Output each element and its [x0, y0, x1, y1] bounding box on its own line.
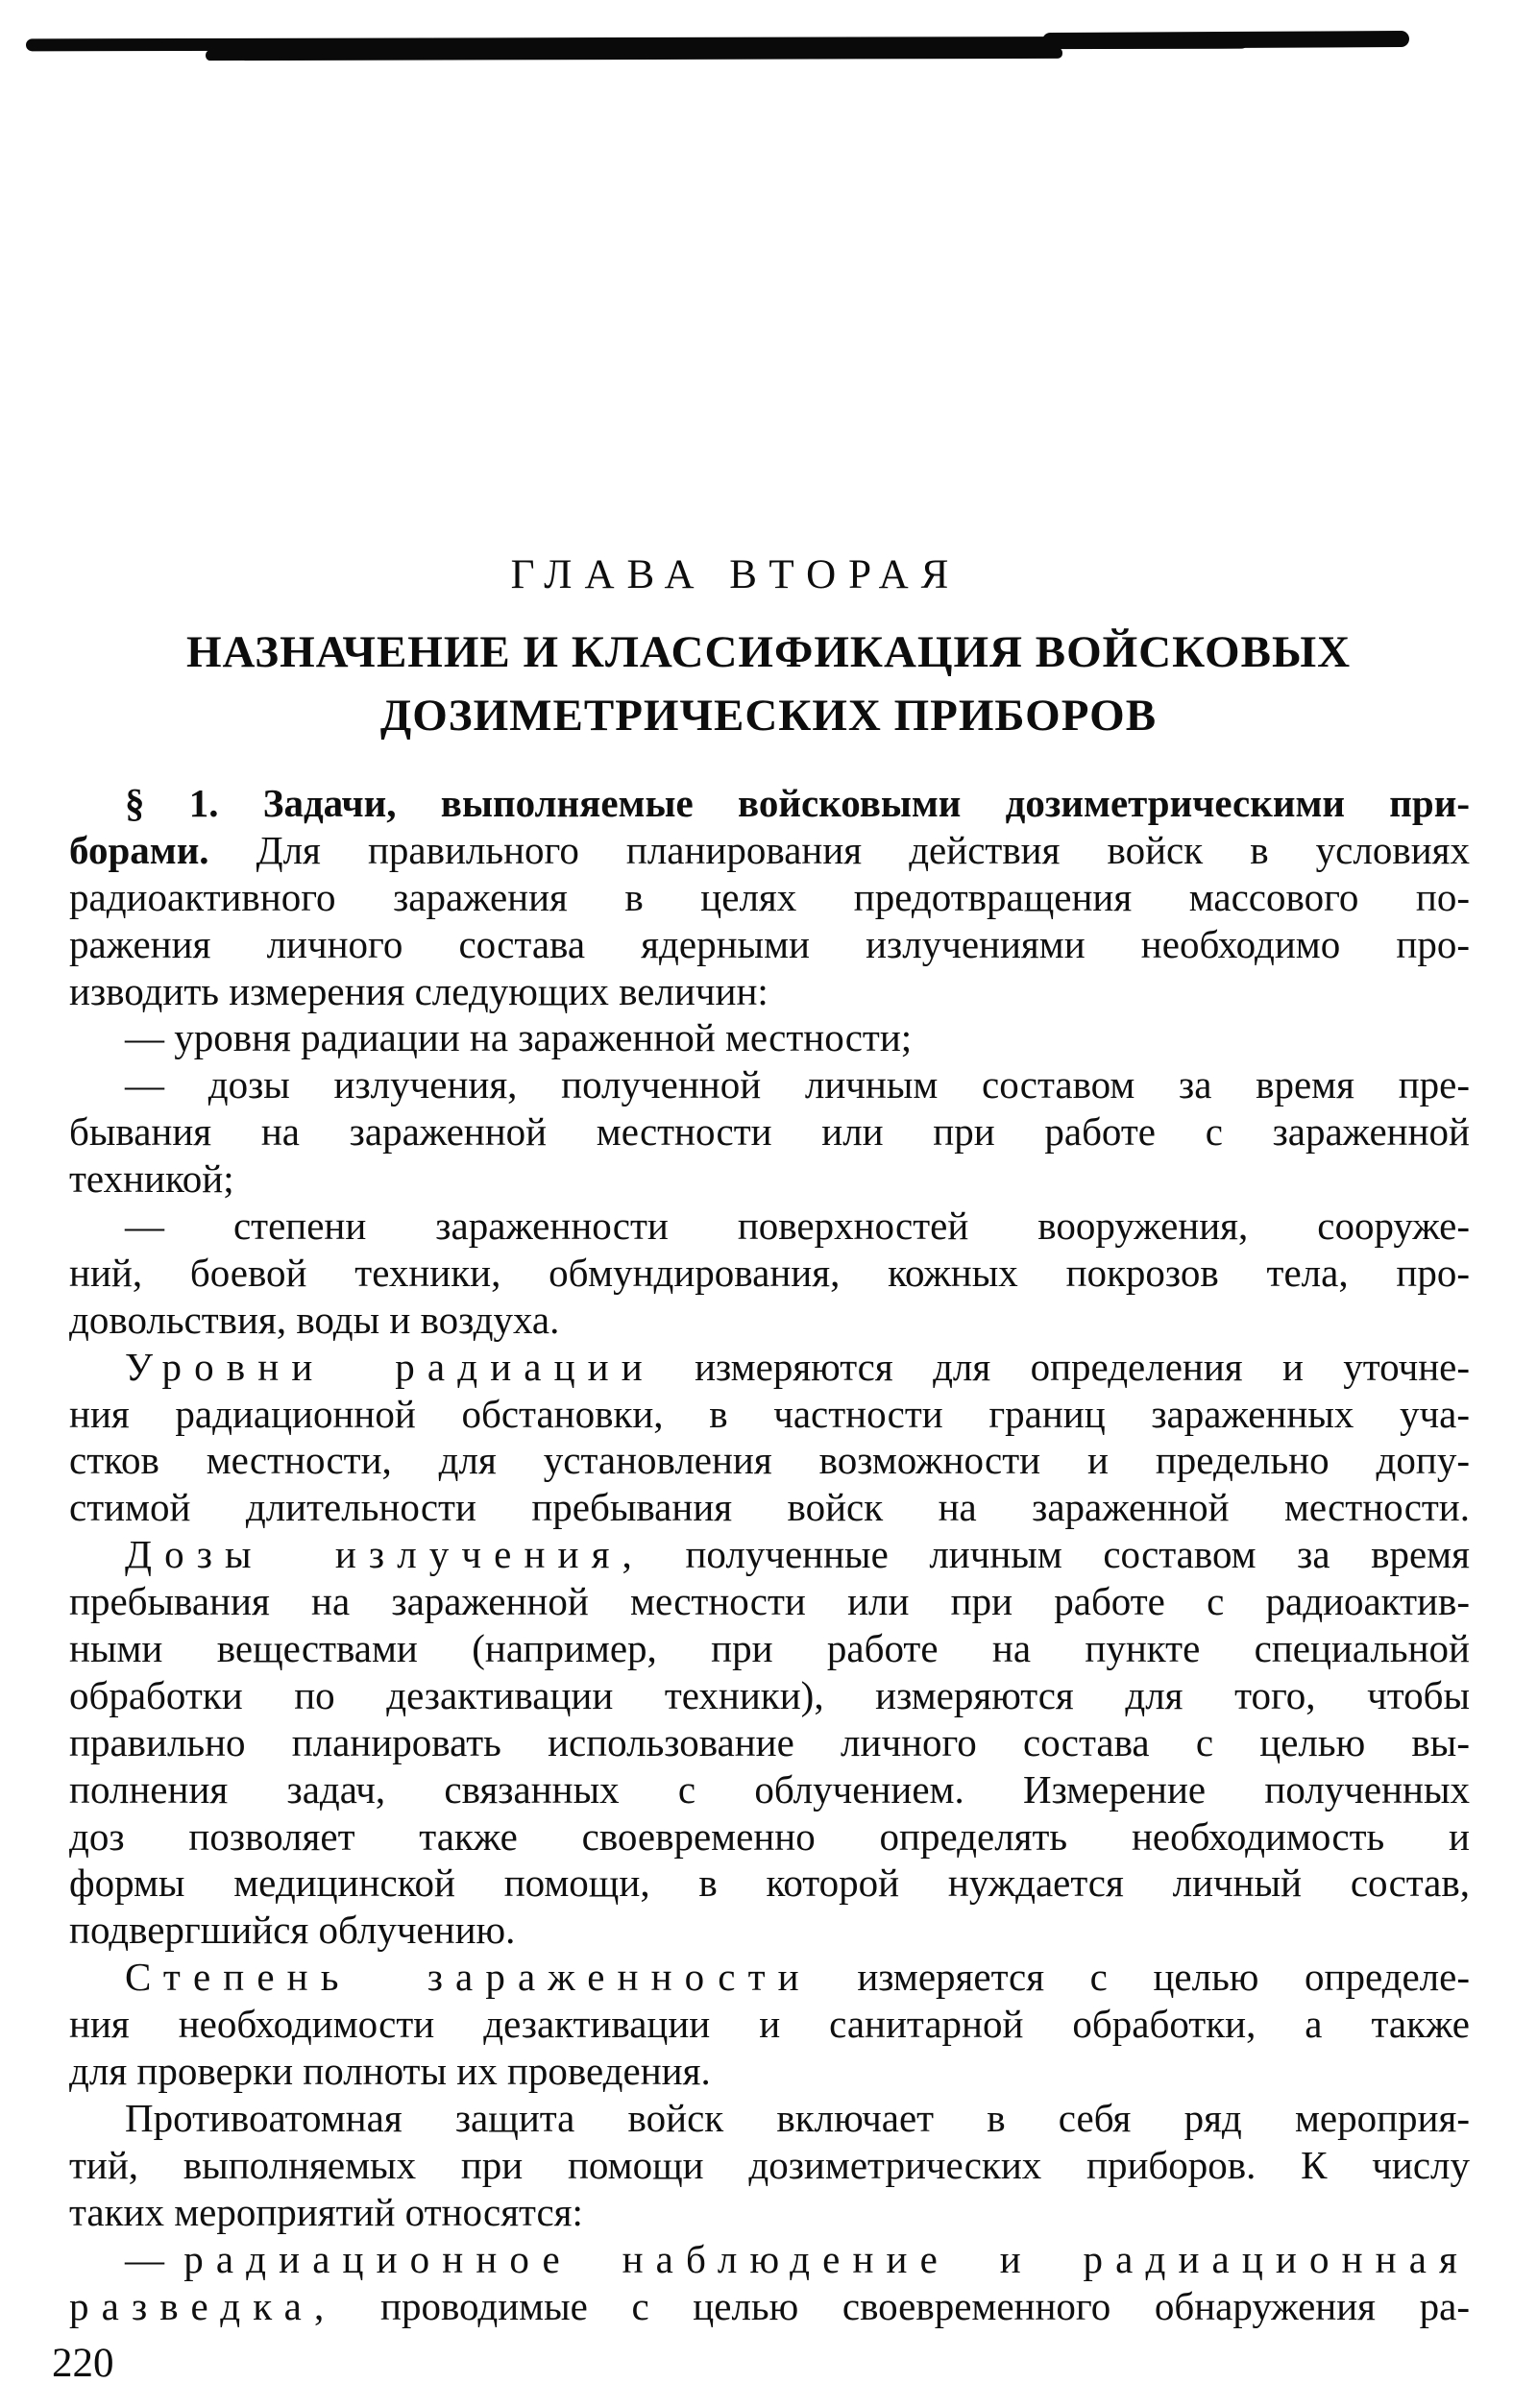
text-line [69, 1484, 1470, 1531]
text-line [69, 1250, 1470, 1297]
text-segment-normal: проводимые с целью своевременного обнаружения ра- [336, 2283, 1470, 2328]
chapter-title-line1: НАЗНАЧЕНИЕ И КЛАССИФИКАЦИЯ ВОЙСКОВЫХ [185, 627, 1352, 677]
text-segment-normal: стков местности, для установления возможности и предельно допу- [69, 1438, 1470, 1483]
text-segment-normal: Для правильного планирования действия войск в условиях [208, 827, 1470, 872]
text-segment-normal: — дозы излучения, полученной личным составом за время пре- [125, 1062, 1470, 1107]
text-line [69, 1625, 1470, 1672]
text-segment-normal: — [125, 2236, 184, 2281]
text-line [69, 2236, 1470, 2283]
text-segment-normal: измеряются для определения и уточне- [654, 1344, 1470, 1389]
text-line [69, 1578, 1470, 1625]
text-segment-normal: ния необходимости дезактивации и санитарной обработки, а также [69, 2002, 1470, 2047]
text-line [69, 827, 1470, 874]
text-segment-normal: ния радиационной обстановки, в частности границ зараженных уча- [69, 1391, 1470, 1436]
text-line [69, 874, 1470, 921]
text-line [69, 1437, 1470, 1484]
text-segment-normal: для проверки полноты их проведения. [69, 2049, 711, 2094]
text-line [69, 1954, 1470, 2001]
page-number: 220 [52, 2341, 114, 2386]
text-segment-normal: тий, выполняемых при помощи дозиметрических приборов. К числу [69, 2142, 1470, 2187]
text-segment-spaced: радиационное наблюдение и радиационная [183, 2236, 1470, 2281]
text-line [69, 2189, 1470, 2236]
text-line [69, 1391, 1470, 1438]
text-line [69, 1014, 1470, 1061]
chapter-label: ГЛАВА ВТОРАЯ [510, 552, 962, 597]
text-segment-normal: формы медицинской помощи, в которой нуждается личный состав, [69, 1861, 1470, 1906]
text-segment-normal: полнения задач, связанных с облучением. Измерение полученных [69, 1766, 1470, 1812]
text-line [69, 968, 1470, 1015]
text-line [69, 1860, 1470, 1907]
text-line [69, 2001, 1470, 2048]
text-line [69, 780, 1470, 827]
text-line [69, 2048, 1470, 2095]
text-segment-normal: довольствия, воды и воздуха. [69, 1297, 560, 1342]
text-segment-normal: подвергшийся облучению. [69, 1908, 516, 1953]
scan-artifact-top-rule-right [1042, 31, 1409, 49]
text-line [69, 1766, 1470, 1813]
text-line [69, 1719, 1470, 1766]
text-segment-normal: стимой длительности пребывания войск на зараженной местности. [69, 1485, 1470, 1530]
text-segment-normal: обработки по дезактивации техники), измеряются для того, чтобы [69, 1672, 1470, 1717]
text-segment-spaced: разведка, [69, 2283, 337, 2328]
text-line [69, 1061, 1470, 1108]
text-line [69, 2283, 1470, 2330]
text-line [69, 1672, 1470, 1719]
text-segment-normal: техникой; [69, 1156, 234, 1202]
text-segment-normal: бывания на зараженной местности или при работе с зараженной [69, 1109, 1470, 1155]
text-line [69, 1297, 1470, 1344]
text-segment-normal: доз позволяет также своевременно определять необходимость и [69, 1813, 1470, 1859]
text-line [69, 2095, 1470, 2142]
text-segment-spaced: Степень зараженности [125, 1955, 812, 2000]
text-line [69, 1344, 1470, 1391]
text-segment-normal: ражения личного состава ядерными излучениями необходимо про- [69, 921, 1470, 966]
text-line [69, 1531, 1470, 1578]
text-segment-normal: изводить измерения следующих величин: [69, 968, 768, 1013]
text-segment-normal: — уровня радиации на зараженной местности; [125, 1015, 913, 1060]
text-segment-normal: Противоатомная защита войск включает в себя ряд мероприя- [125, 2095, 1470, 2140]
text-segment-normal: полученные личным составом за время [644, 1532, 1470, 1577]
text-segment-normal: таких мероприятий относятся: [69, 2189, 583, 2234]
text-line [69, 2142, 1470, 2189]
text-line [69, 1907, 1470, 1954]
text-segment-normal: радиоактивного заражения в целях предотвращения массового по- [69, 874, 1470, 919]
chapter-title-line2: ДОЗИМЕТРИЧЕСКИХ ПРИБОРОВ [379, 691, 1158, 741]
text-segment-normal: правильно планировать использование личного состава с целью вы- [69, 1719, 1470, 1764]
text-segment-normal: ний, боевой техники, обмундирования, кожных покрозов тела, про- [69, 1250, 1470, 1295]
text-segment-normal: — степени зараженности поверхностей вооружения, сооруже- [125, 1204, 1470, 1249]
text-segment-normal: измеряется с целью определе- [811, 1955, 1470, 2000]
text-line [69, 1813, 1470, 1861]
text-segment-spaced: Дозы излучения, [125, 1532, 645, 1577]
body-text [69, 780, 1470, 2329]
scan-artifact-under-rule [206, 48, 1062, 61]
text-segment-normal: ными веществами (например, при работе на пункте специальной [69, 1626, 1470, 1671]
text-line [69, 1108, 1470, 1155]
text-segment-normal: пребывания на зараженной местности или при работе с радиоактив- [69, 1579, 1470, 1624]
text-segment-bold: § 1. Задачи, выполняемые войсковыми дозиметрическими при- [125, 781, 1470, 825]
text-segment-spaced: Уровни радиации [125, 1344, 655, 1389]
text-line [69, 921, 1470, 968]
text-line [69, 1203, 1470, 1250]
text-segment-bold: борами. [69, 827, 209, 872]
text-line [69, 1155, 1470, 1203]
